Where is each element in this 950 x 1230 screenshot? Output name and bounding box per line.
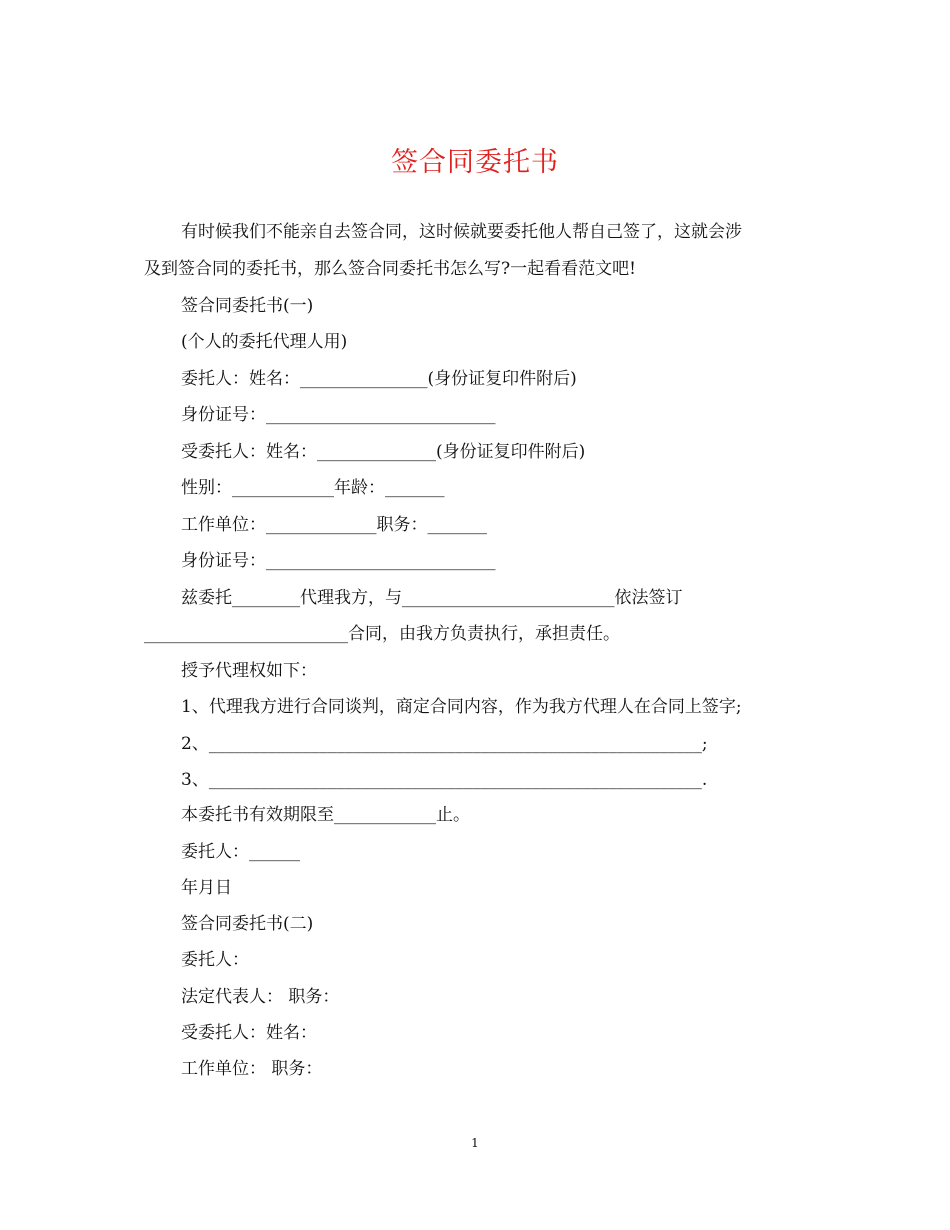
authorization-line-1: 兹委托________代理我方，与_________________________依法签订: [181, 588, 683, 608]
document-title: 签合同委托书: [391, 147, 559, 178]
principal-line: 委托人：: [181, 950, 249, 970]
page-number: 1: [471, 1136, 479, 1150]
principal-id-field: 身份证号：___________________________: [181, 405, 496, 425]
section-heading-2: 签合同委托书(二): [181, 914, 314, 934]
agent-name-field: 受委托人：姓名：______________(身份证复印件附后): [181, 442, 586, 462]
power-item-2: 2、__________________________________________________________;: [181, 734, 708, 754]
date-line: 年月日: [181, 878, 232, 898]
section-heading-1: 签合同委托书(一): [181, 296, 314, 316]
agent-id-field: 身份证号：___________________________: [181, 551, 496, 571]
intro-line-2: 及到签合同的委托书，那么签合同委托书怎么写?一起看看范文吧!: [144, 259, 636, 279]
validity-line: 本委托书有效期限至____________止。: [181, 805, 470, 825]
agent-workplace-field: 工作单位：_____________职务：_______: [181, 515, 487, 535]
legal-representative-line: 法定代表人： 职务：: [181, 987, 340, 1007]
power-item-1: 1、代理我方进行合同谈判，商定合同内容，作为我方代理人在合同上签字;: [181, 697, 742, 717]
section-subheading: (个人的委托代理人用): [181, 332, 348, 352]
agent-name-line: 受委托人：姓名：: [181, 1023, 317, 1043]
power-item-3: 3、__________________________________________________________.: [181, 770, 708, 790]
powers-heading: 授予代理权如下：: [181, 661, 317, 681]
principal-signature-line: 委托人：______: [181, 842, 300, 862]
principal-name-field: 委托人：姓名：_______________(身份证复印件附后): [181, 369, 577, 389]
agent-gender-age-field: 性别：____________年龄：_______: [181, 478, 445, 498]
authorization-line-2: ________________________合同，由我方负责执行，承担责任。: [144, 624, 620, 644]
workplace-line: 工作单位： 职务：: [181, 1059, 323, 1079]
intro-line-1: 有时候我们不能亲自去签合同，这时候就要委托他人帮自己签了，这就会涉: [181, 222, 742, 242]
